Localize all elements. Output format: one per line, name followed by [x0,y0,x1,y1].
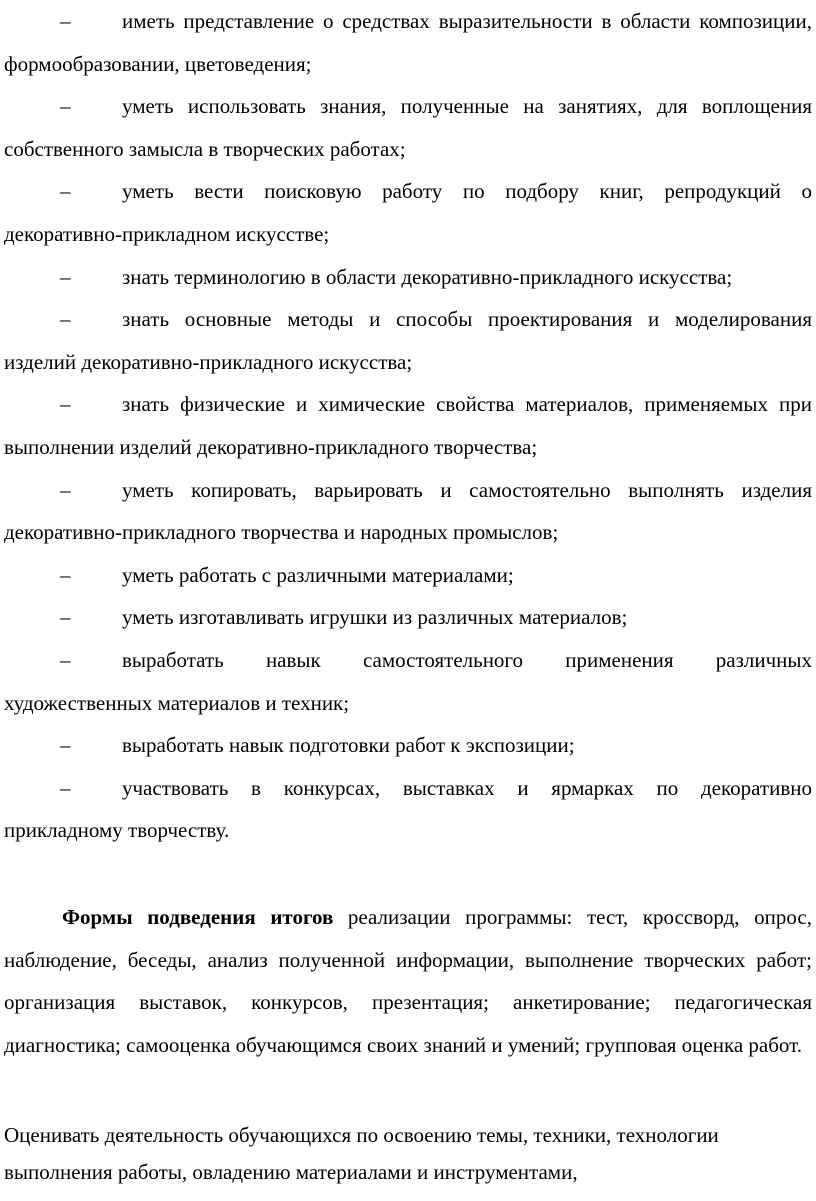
list-item-text: уметь вести поисковую работу по подбору книг, репродукций о декоративно-прикладном искусстве; [4,179,812,246]
list-item [4,85,812,170]
list-item-text: уметь копировать, варьировать и самостоятельно выполнять изделия декоративно-прикладного творчества и народных промыслов; [4,477,812,545]
list-item [4,767,812,852]
list-item [4,170,812,255]
assessment-forms-paragraph [4,896,812,1066]
list-item-text: знать терминологию в области декоративно-прикладного искусства; [122,264,733,289]
list-item-text: иметь представление о средствах выразительности в области композиции, формообразовании, цветоведения; [4,9,812,76]
dash-marker: – [60,647,71,672]
dash-marker: – [60,733,71,758]
dash-marker: – [60,775,71,800]
dash-marker: – [60,264,71,289]
list-item-text: уметь работать с различными материалами; [122,562,514,587]
dash-marker: – [60,562,71,587]
dash-marker: – [60,392,71,417]
list-item [4,383,812,468]
list-item [4,639,812,724]
list-item-text: выработать навык самостоятельного применения различных художественных материалов и техник; [4,647,812,715]
list-item [4,554,812,597]
dash-marker: – [60,179,71,204]
learning-outcomes-list [4,0,812,852]
list-item [4,298,812,383]
list-item-text: уметь изготавливать игрушки из различных материалов; [122,605,628,630]
list-item [4,724,812,767]
list-item [4,469,812,554]
list-item-text: выработать навык подготовки работ к экспозиции; [122,733,575,758]
list-item-text: участвовать в конкурсах, выставках и ярмарках по декоративно прикладному творчеству. [4,775,812,843]
dash-marker: – [60,605,71,630]
dash-marker: – [60,477,71,502]
list-item-text: уметь использовать знания, полученные на занятиях, для воплощения собственного замысла в творческих работах; [4,94,812,161]
dash-marker: – [60,9,71,33]
dash-marker: – [60,94,71,119]
evaluation-paragraph: Оценивать деятельность обучающихся по освоению темы, техники, технологии выполнения работы, овладению материалами и инструментами, [4,1123,719,1184]
list-item [4,256,812,299]
assessment-forms-text: реализации программы: тест, кроссворд, опрос, наблюдение, беседы, анализ полученной информации, выполнение творческих работ; организация выставок, конкурсов, презентация; анкетирование; педагогическая диагностика; самооценка обучающимся своих знаний и умений; групповая оценка работ. [4,905,812,1057]
dash-marker: – [60,307,71,332]
list-item-text: знать основные методы и способы проектирования и моделирования изделий декоративно-прикладного искусства; [4,307,812,374]
assessment-forms-heading: Формы подведения итогов [62,905,334,929]
list-item [4,0,812,85]
list-item [4,596,812,639]
list-item-text: знать физические и химические свойства материалов, применяемых при выполнении изделий декоративно-прикладного творчества; [4,392,812,459]
